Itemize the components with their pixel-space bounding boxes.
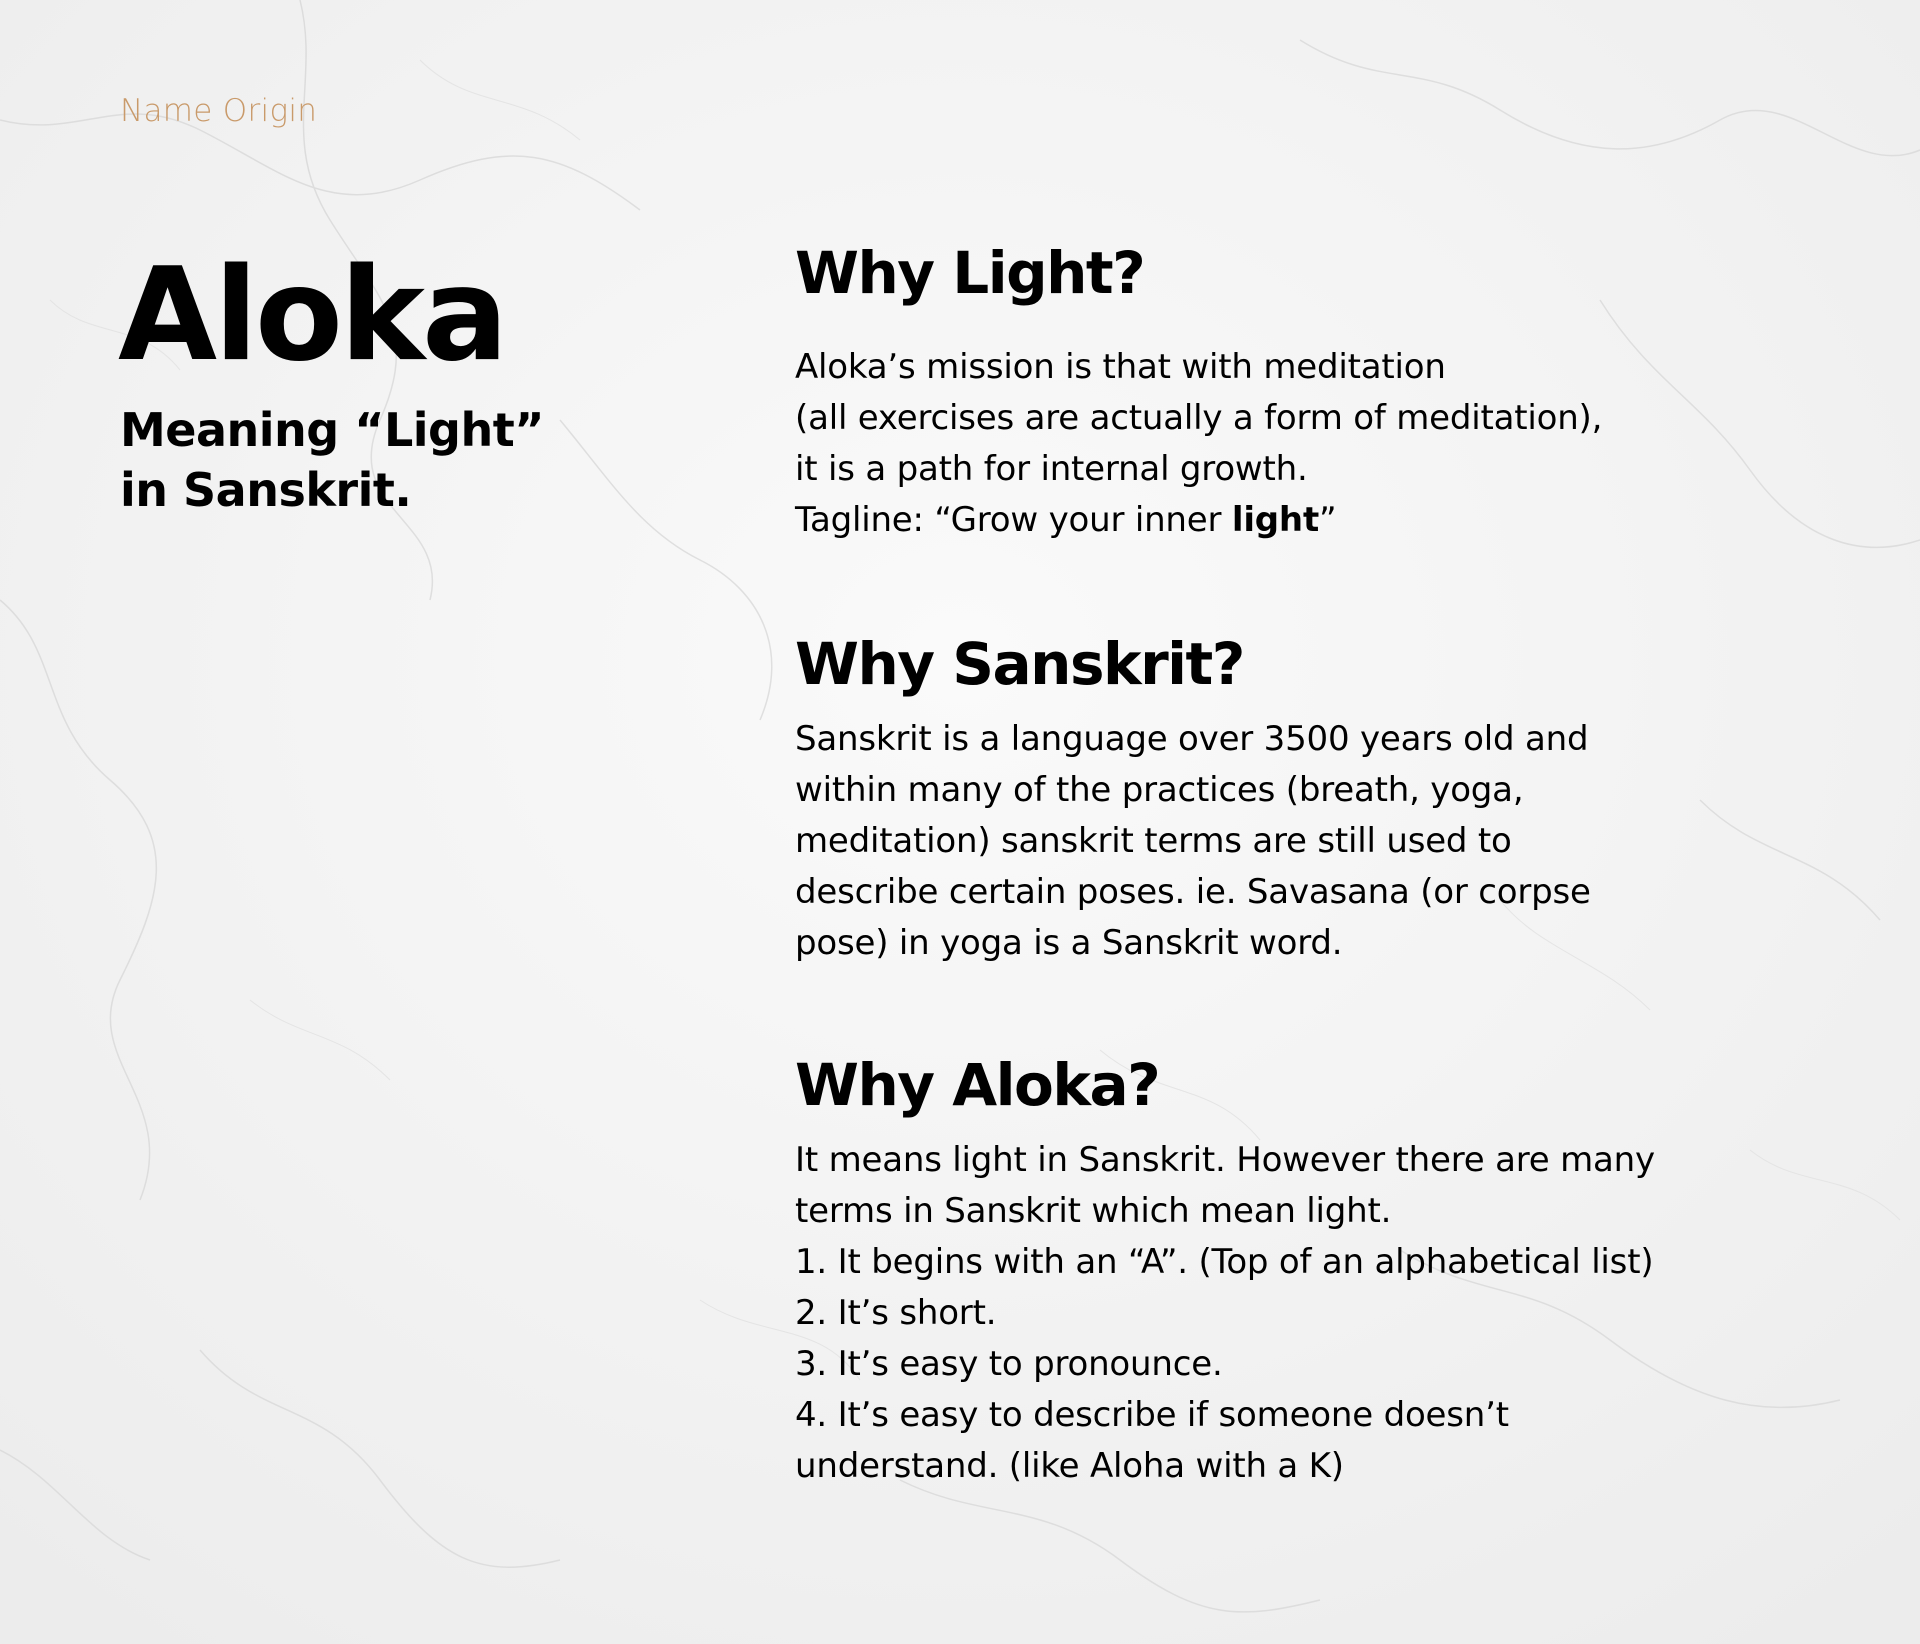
- tagline-suffix: ”: [1319, 500, 1337, 540]
- why-sanskrit-body: [795, 714, 1591, 969]
- why-sanskrit-heading: Why Sanskrit?: [795, 630, 1244, 698]
- paragraph-line: within many of the practices (breath, yoga,: [795, 770, 1524, 810]
- section-label: Name Origin: [120, 93, 318, 129]
- brand-meaning-line: in Sanskrit.: [120, 463, 412, 517]
- why-aloka-body: [795, 1135, 1655, 1492]
- why-light-heading: Why Light?: [795, 239, 1145, 307]
- paragraph-line: describe certain poses. ie. Savasana (or corpse: [795, 872, 1591, 912]
- tagline-bold-word: light: [1231, 500, 1319, 540]
- tagline: [795, 495, 1602, 546]
- paragraph-line: meditation) sanskrit terms are still used to: [795, 821, 1512, 861]
- paragraph-line: (all exercises are actually a form of meditation),: [795, 398, 1603, 438]
- list-item: 4. It’s easy to describe if someone doesn’t: [795, 1395, 1509, 1435]
- paragraph-line: Sanskrit is a language over 3500 years old and: [795, 719, 1589, 759]
- brand-meaning: [120, 400, 544, 520]
- list-item: understand. (like Aloha with a K): [795, 1446, 1344, 1486]
- brand-name: Aloka: [118, 241, 506, 390]
- paragraph-line: pose) in yoga is a Sanskrit word.: [795, 923, 1343, 963]
- list-item: 2. It’s short.: [795, 1293, 997, 1333]
- paragraph-line: It means light in Sanskrit. However there are many: [795, 1140, 1655, 1180]
- paragraph-line: Aloka’s mission is that with meditation: [795, 347, 1446, 387]
- why-light-body: [795, 342, 1602, 546]
- list-item: 3. It’s easy to pronounce.: [795, 1344, 1223, 1384]
- why-aloka-heading: Why Aloka?: [795, 1051, 1160, 1119]
- paragraph-line: it is a path for internal growth.: [795, 449, 1308, 489]
- list-item: 1. It begins with an “A”. (Top of an alphabetical list): [795, 1242, 1654, 1282]
- tagline-prefix: Tagline: “Grow your inner: [795, 500, 1232, 540]
- paragraph-line: terms in Sanskrit which mean light.: [795, 1191, 1392, 1231]
- brand-meaning-line: Meaning “Light”: [120, 403, 544, 457]
